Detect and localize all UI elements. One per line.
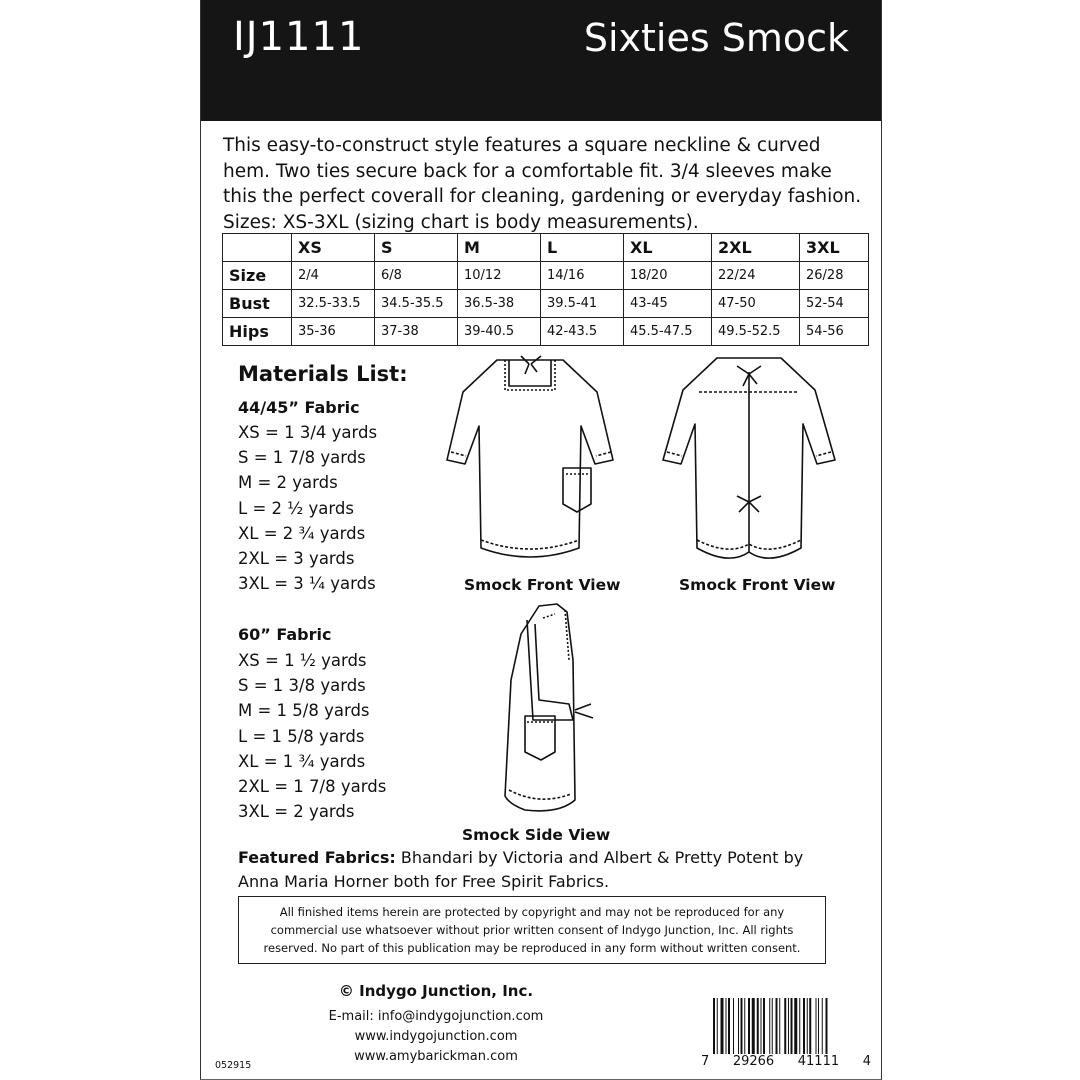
list-item: L = 1 5/8 yards	[238, 726, 365, 746]
size-chart-cell: 37-38	[375, 318, 458, 346]
barcode-digit-group: 41111	[797, 1054, 840, 1069]
size-chart-cell: 10/12	[458, 262, 541, 290]
size-chart-cell: 45.5-47.5	[624, 318, 712, 346]
featured-fabrics-text: Bhandari by Victoria and Albert & Pretty Potent by Anna Maria Horner both for Free Spirit Fabrics.	[238, 848, 804, 891]
size-chart-cell: 22/24	[712, 262, 800, 290]
size-chart-col-header: 2XL	[712, 234, 800, 262]
size-chart-col-header: L	[541, 234, 624, 262]
front-view-caption: Smock Front View	[464, 576, 621, 594]
size-chart-cell: 34.5-35.5	[375, 290, 458, 318]
smock-front-illustration	[445, 352, 615, 572]
list-item: 2XL = 3 yards	[238, 549, 355, 569]
size-chart-row-label: Hips	[223, 318, 292, 346]
smock-back-illustration	[659, 352, 839, 572]
featured-fabrics-label: Featured Fabrics:	[238, 848, 396, 867]
size-chart-cell: 47-50	[712, 290, 800, 318]
list-item: 3XL = 3 ¼ yards	[238, 574, 376, 594]
list-item: XS = 1 3/4 yards	[238, 423, 378, 442]
size-chart-corner	[223, 234, 292, 262]
size-chart-cell: 39.5-41	[541, 290, 624, 318]
size-chart-cell: 39-40.5	[458, 318, 541, 346]
size-chart-header-row	[223, 234, 869, 262]
size-chart-cell: 26/28	[800, 262, 869, 290]
fabric-44-title: 44/45” Fabric	[238, 398, 360, 417]
list-item: S = 1 3/8 yards	[238, 676, 366, 696]
size-chart-col-header: 3XL	[800, 234, 869, 262]
barcode-icon	[713, 998, 863, 1054]
size-chart-cell: 2/4	[292, 262, 375, 290]
company-website-alt: www.amybarickman.com	[354, 1049, 518, 1064]
company-name: © Indygo Junction, Inc.	[338, 982, 534, 1000]
list-item: S = 1 7/8 yards	[238, 448, 366, 468]
list-item: M = 1 5/8 yards	[238, 701, 370, 721]
company-contact	[201, 1007, 671, 1067]
product-code: 052915	[215, 1060, 252, 1071]
side-view-caption: Smock Side View	[462, 826, 611, 844]
barcode-digit-group: 7	[701, 1054, 710, 1069]
size-chart-cell: 54-56	[800, 318, 869, 346]
smock-side-illustration	[499, 600, 629, 828]
company-email: E-mail: info@indygojunction.com	[328, 1009, 544, 1024]
size-chart-col-header: S	[375, 234, 458, 262]
list-item: M = 2 yards	[238, 473, 338, 493]
list-item: L = 2 ½ yards	[238, 498, 354, 518]
company-website: www.indygojunction.com	[354, 1029, 518, 1044]
list-item: 3XL = 2 yards	[238, 802, 355, 822]
size-chart-row	[223, 262, 869, 290]
size-chart-cell: 52-54	[800, 290, 869, 318]
list-item: 2XL = 1 7/8 yards	[238, 777, 387, 797]
size-chart-cell: 14/16	[541, 262, 624, 290]
list-item: XL = 2 ¾ yards	[238, 523, 366, 543]
size-chart-cell: 18/20	[624, 262, 712, 290]
pattern-code: IJ1111	[233, 14, 365, 60]
barcode-digit-group: 4	[862, 1054, 871, 1069]
back-view-caption: Smock Front View	[679, 576, 836, 594]
header-band	[201, 0, 881, 121]
size-chart	[222, 233, 869, 346]
fabric-60-title: 60” Fabric	[238, 625, 332, 644]
pattern-title: Sixties Smock	[583, 16, 849, 60]
size-chart-cell: 35-36	[292, 318, 375, 346]
fabric-60-list	[238, 648, 386, 824]
size-chart-cell: 36.5-38	[458, 290, 541, 318]
fabric-44-list	[238, 420, 377, 596]
size-chart-cell: 43-45	[624, 290, 712, 318]
size-chart-col-header: XL	[624, 234, 712, 262]
list-item: XS = 1 ½ yards	[238, 651, 367, 670]
pattern-back-cover	[200, 0, 882, 1080]
size-chart-col-header: M	[458, 234, 541, 262]
barcode-digit-group: 29266	[732, 1054, 775, 1069]
size-chart-row-label: Size	[223, 262, 292, 290]
size-chart-row	[223, 290, 869, 318]
list-item: XL = 1 ¾ yards	[238, 751, 366, 771]
barcode-digits	[701, 1054, 871, 1069]
size-chart-cell: 32.5-33.5	[292, 290, 375, 318]
size-chart-cell: 42-43.5	[541, 318, 624, 346]
pattern-description: This easy-to-construct style features a square neckline & curved hem. Two ties secure back for a comfortable fit. 3/4 sleeves make this the perfect coverall for cleaning, gardening or everyday fashion. Sizes: XS-3XL (sizing chart is body measurements).	[223, 135, 862, 233]
featured-fabrics	[238, 846, 838, 894]
size-chart-row-label: Bust	[223, 290, 292, 318]
copyright-notice: All finished items herein are protected by copyright and may not be reproduced for any commercial use whatsoever without prior written consent of Indygo Junction, Inc. All rights reserved. No part of this publication may be reproduced in any form without written consent.	[238, 896, 826, 964]
materials-title: Materials List:	[238, 362, 408, 386]
size-chart-col-header: XS	[292, 234, 375, 262]
size-chart-cell: 6/8	[375, 262, 458, 290]
size-chart-cell: 49.5-52.5	[712, 318, 800, 346]
size-chart-row	[223, 318, 869, 346]
